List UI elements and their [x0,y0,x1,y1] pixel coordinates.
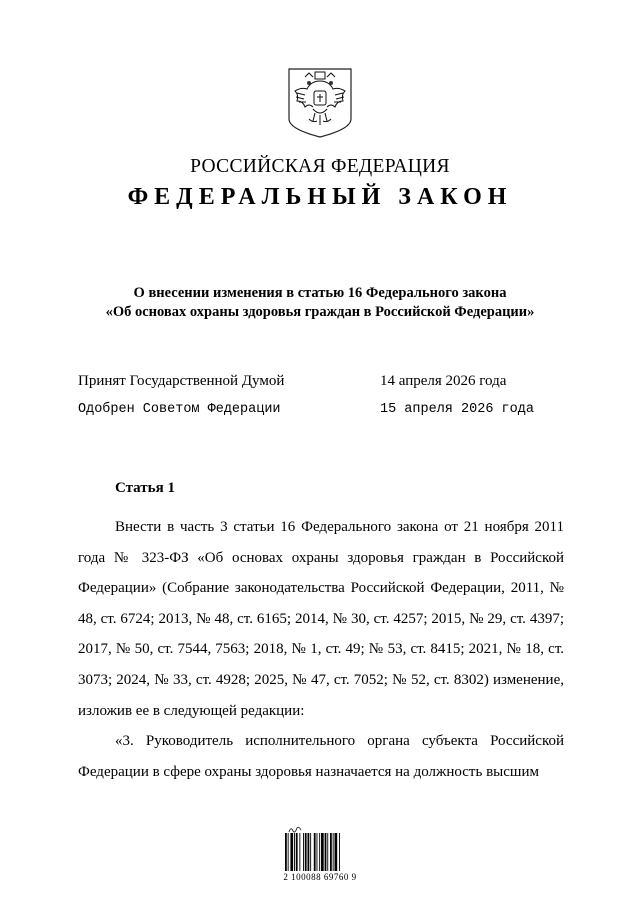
council-date: 15 апреля 2026 года [380,402,534,417]
duma-label: Принят Государственной Думой [78,373,285,389]
coat-of-arms-icon [287,67,353,139]
duma-date: 14 апреля 2026 года [380,373,507,389]
handwritten-mark-icon [288,822,302,832]
document-title [0,284,640,322]
article-paragraph-1: Внести в часть 3 статьи 16 Федерального закона от 21 ноября 2011 года № 323-ФЗ «Об основах охраны здоровья граждан в Российской Федерации» (Собрание законодательства Российской Федерации, 2011, № 48, ст. 6724; 2013, № 48, ст. 6165; 2014, № 30, ст. 4257; 2015, № 29, ст. 4397; 2017, № 50, ст. 7544, 7563; 2018, № 1, ст. 49; № 53, ст. 8415; 2021, № 18, ст. 3073; 2024, № 33, ст. 4928; 2025, № 47, ст. 7052; № 52, ст. 8302) изменение, изложив ее в следующей редакции: [78,519,564,719]
document-title-line-2: «Об основах охраны здоровья граждан в Российской Федерации» [105,304,535,320]
article-body [78,512,564,787]
article-paragraph-2: «3. Руководитель исполнительного органа субъекта Российской Федерации в сфере охраны здоровья назначается на должность высшим [78,733,564,780]
barcode-icon [284,833,356,871]
law-type-heading: ФЕДЕРАЛЬНЫЙ ЗАКОН [127,184,513,210]
state-name: РОССИЙСКАЯ ФЕДЕРАЦИЯ [190,156,450,177]
document-title-line-1: О внесении изменения в статью 16 Федерального закона [133,285,507,301]
council-label: Одобрен Советом Федерации [78,402,281,417]
article-heading: Статья 1 [115,480,175,496]
barcode-number: 2 100088 69760 9 [283,872,357,882]
